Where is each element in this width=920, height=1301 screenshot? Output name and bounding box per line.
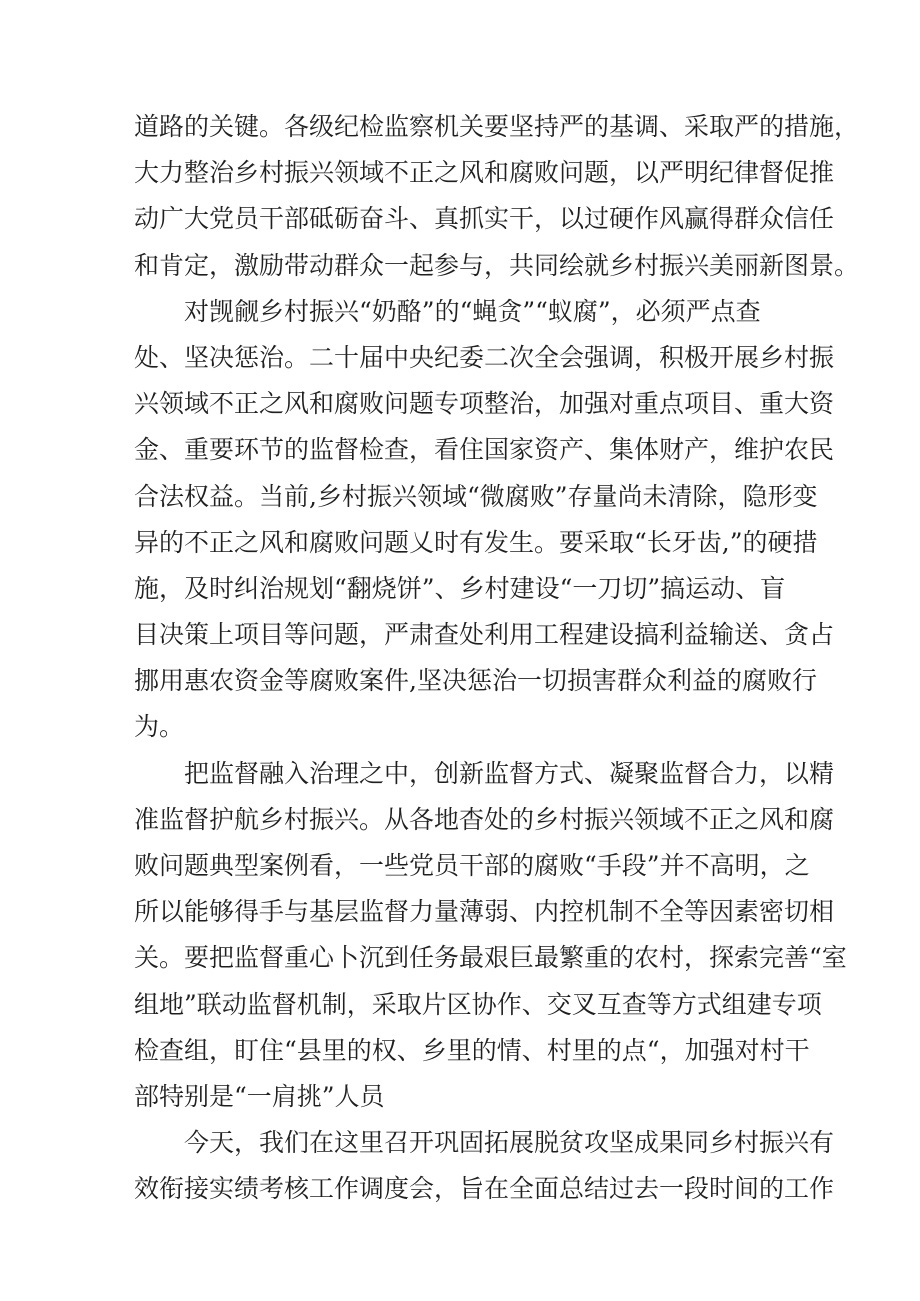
text-line: 效衔接实绩考核工作调度会，旨在全面总结过去一段时间的工作 bbox=[134, 1174, 835, 1204]
text-line: 今天，我们在这里召开巩固拓展脱贫攻坚成果同乡村振兴有 bbox=[134, 1128, 835, 1158]
text-line: 合法权益。当前,乡村振兴领域“微腐败”存量尚未清除，隐形变 bbox=[134, 481, 818, 511]
text-line: 兴领域不正之风和腐败问题专项整治，加强对重点项目、重大资 bbox=[134, 389, 835, 419]
text-line: 和肯定，激励带动群众一起参与，共同绘就乡村振兴美丽新图景。 bbox=[134, 250, 860, 280]
text-line: 对觊觎乡村振兴“奶酪”的“蝇贪”“蚁腐”，必须严点查 bbox=[134, 296, 761, 326]
paragraph bbox=[134, 1120, 835, 1212]
document-body bbox=[134, 104, 860, 1213]
text-line: 准监督护航乡村振兴。从各地杳处的乡村振兴领域不正之风和腐 bbox=[134, 804, 835, 834]
text-line: 败问题典型案例看，一些党员干部的腐败“手段”并不高明，之 bbox=[134, 851, 810, 880]
paragraph bbox=[134, 289, 835, 751]
text-line: 挪用惠农资金等腐败案件,坚决惩治一切损害群众利益的腐败行 bbox=[134, 666, 817, 696]
text-line: 把监督融入治理之中，创新监督方式、凝聚监督合力，以精 bbox=[134, 758, 835, 788]
text-line: 组地”联动监督机制，采取片区协作、交叉互查等方式组建专项 bbox=[134, 989, 822, 1019]
text-line: 动广大党员干部砥砺奋斗、真抓实干，以过硬作风赢得群众信任 bbox=[134, 204, 835, 234]
text-line: 部特别是“一肩挑”人员 bbox=[134, 1081, 385, 1111]
paragraph bbox=[134, 751, 847, 1121]
text-line: 大力整治乡村振兴领域不正之风和腐败问题，以严明纪律督促推 bbox=[134, 158, 835, 188]
text-line: 关。要把监督重心卜沉到任务最艰巨最繁重的农村，探索完善“室 bbox=[134, 943, 847, 973]
text-line: 金、重要环节的监督检查，看住国家资产、集体财产，维护农民 bbox=[134, 435, 835, 465]
text-line: 施，及时纠治规划“翻烧饼”、乡村建设“一刀切”搞运动、盲 bbox=[134, 573, 786, 603]
text-line: 所以能够得手与基层监督力量薄弱、内控机制不全等因素密切相 bbox=[134, 897, 835, 927]
text-line: 道路的关键。各级纪检监察机关要坚持严的基调、采取严的措施， bbox=[134, 112, 860, 141]
text-line: 处、坚决惩治。二十届中央纪委二次全会强调，积极开展乡村振 bbox=[134, 342, 835, 372]
paragraph bbox=[134, 104, 860, 289]
text-line: 异的不正之风和腐败问题乂时有发生。要采取“长牙齿,”的硬措 bbox=[134, 527, 818, 557]
text-line: 目决策上项目等问题，严肃查处利用工程建设搞利益输送、贪占 bbox=[134, 620, 835, 650]
text-line: 检查组，盯住“县里的权、乡里的情、村里的点“，加强对村干 bbox=[134, 1035, 810, 1065]
text-line: 为。 bbox=[134, 712, 185, 742]
